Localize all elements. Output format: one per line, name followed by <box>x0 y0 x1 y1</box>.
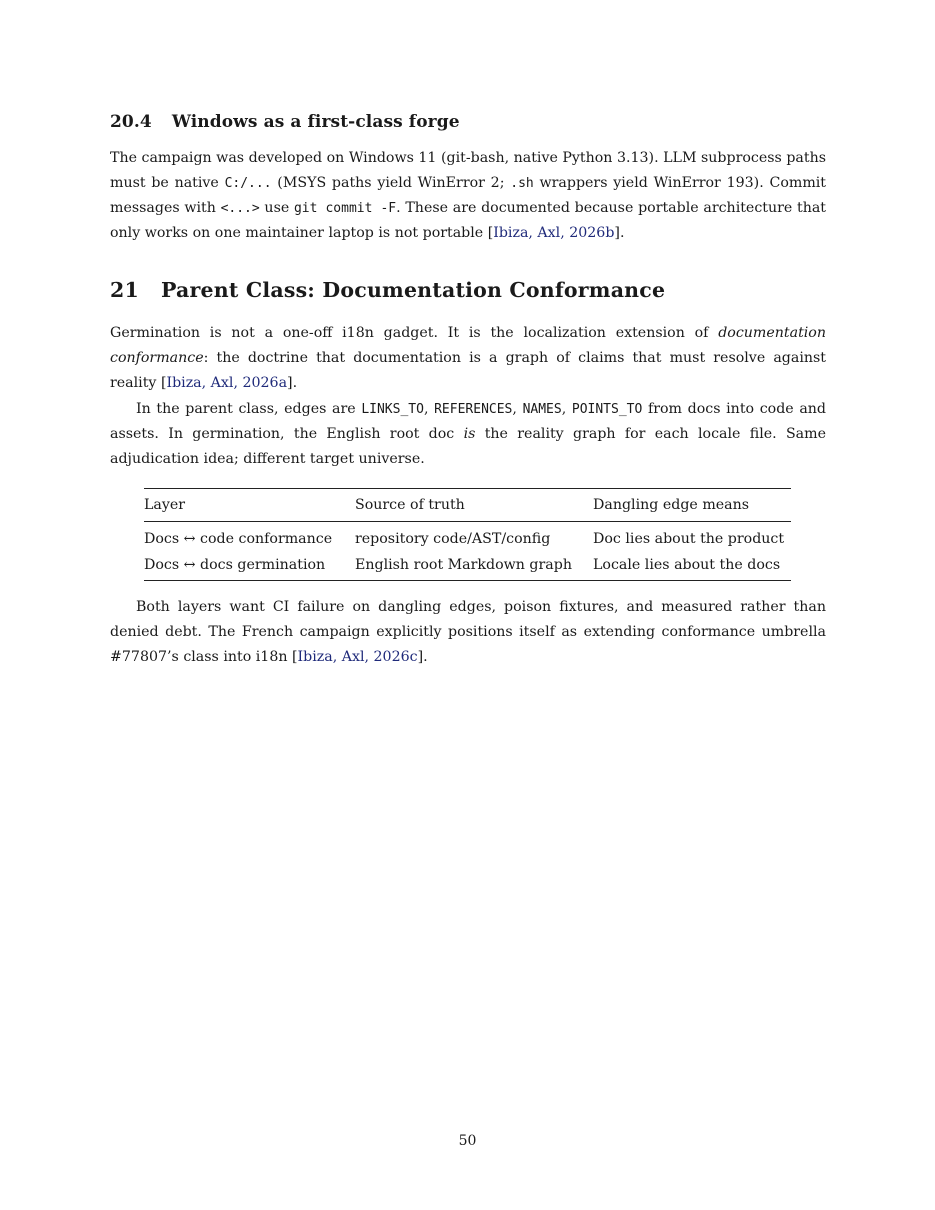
separator-text: , <box>561 401 572 417</box>
table-row <box>144 552 791 578</box>
paragraph-text: ]. <box>614 225 625 241</box>
inline-code: POINTS_TO <box>571 402 643 417</box>
emphasis-text: documentation conformance <box>110 325 826 366</box>
table-cell: Doc lies about the product <box>593 531 785 547</box>
paragraph-text: In the parent class, edges are <box>136 401 362 417</box>
section-20-4-paragraph <box>110 146 826 246</box>
paragraph-text: Germination is not a one-off i18n gadget. It is the localization extension of <box>110 325 719 341</box>
paragraph-text: ]. <box>287 375 298 391</box>
paragraph-text: from docs into code and assets. In germination, the English root doc <box>110 401 827 442</box>
separator-text: , <box>423 401 435 417</box>
citation-link[interactable]: Ibiza, Axl, 2026c <box>297 649 418 665</box>
paragraph-text: (MSYS paths yield WinError 2; <box>271 175 511 191</box>
inline-code: C:/... <box>224 176 272 191</box>
paragraph-text: Both layers want CI failure on dangling edges, poison fixtures, and measured rather than denied debt. The French campaign explicitly positions itself as extending conformance umbrella #77807’s class into i18n [ <box>110 599 826 665</box>
inline-code: LINKS_TO <box>361 402 424 417</box>
section-number: 21 <box>110 278 139 302</box>
paragraph-text: ]. <box>417 649 428 665</box>
page-number: 50 <box>458 1133 477 1149</box>
section-21-paragraph-1 <box>110 321 826 396</box>
section-number: 20.4 <box>110 112 152 132</box>
section-title: Windows as a first-class forge <box>171 112 460 132</box>
section-21-paragraph-3 <box>110 595 826 670</box>
paragraph-text: use <box>259 200 294 216</box>
table-header-cell: Dangling edge means <box>593 497 750 513</box>
table-cell: Locale lies about the docs <box>593 557 781 573</box>
citation-link[interactable]: Ibiza, Axl, 2026b <box>493 225 615 241</box>
table-cell: repository code/AST/config <box>355 531 551 547</box>
conformance-table <box>144 488 791 581</box>
table-row <box>144 526 791 552</box>
section-21-heading <box>110 278 665 302</box>
table-cell: Docs ↔ docs germination <box>144 557 326 573</box>
inline-code: git commit -F <box>293 201 397 216</box>
paragraph-text: : the doctrine that documentation is a graph of claims that must resolve against reality [ <box>110 350 826 391</box>
inline-code: NAMES <box>522 402 562 417</box>
paragraph-text: The campaign was developed on Windows 11 (git-bash, native Python 3.13). LLM subprocess paths must be native <box>110 150 826 191</box>
section-20-4-heading <box>110 112 460 132</box>
emphasis-text: is <box>463 426 476 442</box>
inline-code: REFERENCES <box>434 402 513 417</box>
table-cell: Docs ↔ code conformance <box>144 531 333 547</box>
paragraph-text: wrappers yield WinError 193). Commit messages with <box>110 175 827 216</box>
section-title: Parent Class: Documentation Conformance <box>160 278 666 302</box>
table-header-cell: Layer <box>144 497 186 513</box>
paragraph-text: . These are documented because portable architecture that only works on one maintainer laptop is not portable [ <box>110 200 826 241</box>
citation-link[interactable]: Ibiza, Axl, 2026a <box>166 375 288 391</box>
table-header-row <box>144 489 791 522</box>
table-header-cell: Source of truth <box>355 497 465 513</box>
separator-text: , <box>512 401 523 417</box>
table-body <box>144 522 791 580</box>
inline-code: .sh <box>510 176 534 191</box>
inline-code: <...> <box>220 201 260 216</box>
paragraph-text: the reality graph for each locale file. Same adjudication idea; different target universe. <box>110 426 826 467</box>
table-cell: English root Markdown graph <box>355 557 572 573</box>
section-21-paragraph-2 <box>110 397 826 472</box>
